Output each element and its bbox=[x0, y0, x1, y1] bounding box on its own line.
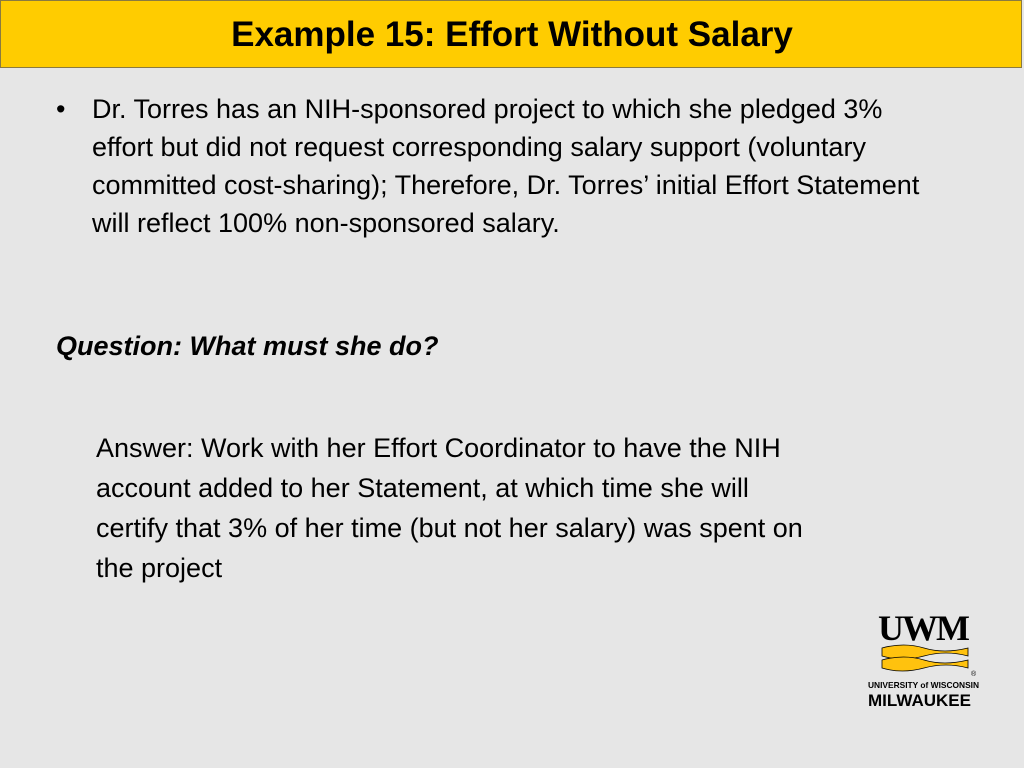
uwm-logo-waves bbox=[882, 645, 968, 671]
uwm-logo-city-line: MILWAUKEE bbox=[868, 691, 971, 710]
uwm-logo-university-line: UNIVERSITY of WISCONSIN bbox=[868, 680, 980, 690]
answer-text: Answer: Work with her Effort Coordinator to have the NIH account added to her Statement, at which time she will certify that 3% of her time (but not her salary) was spent on the project bbox=[96, 433, 803, 583]
bullet-text: Dr. Torres has an NIH-sponsored project to which she pledged 3% effort but did not request corresponding salary support (voluntary committed cost-sharing); Therefore, Dr. Torres’ initial Effort Statement will reflect 100% non-sponsored salary. bbox=[92, 94, 920, 238]
title-bar bbox=[0, 0, 1022, 68]
registered-mark: ® bbox=[971, 671, 977, 678]
uwm-logo bbox=[864, 604, 994, 714]
question-text: Question: What must she do? bbox=[56, 331, 439, 361]
slide-title: Example 15: Effort Without Salary bbox=[231, 15, 793, 54]
bullet-marker: • bbox=[56, 94, 66, 124]
uwm-logo-mark: UWM bbox=[878, 608, 968, 648]
